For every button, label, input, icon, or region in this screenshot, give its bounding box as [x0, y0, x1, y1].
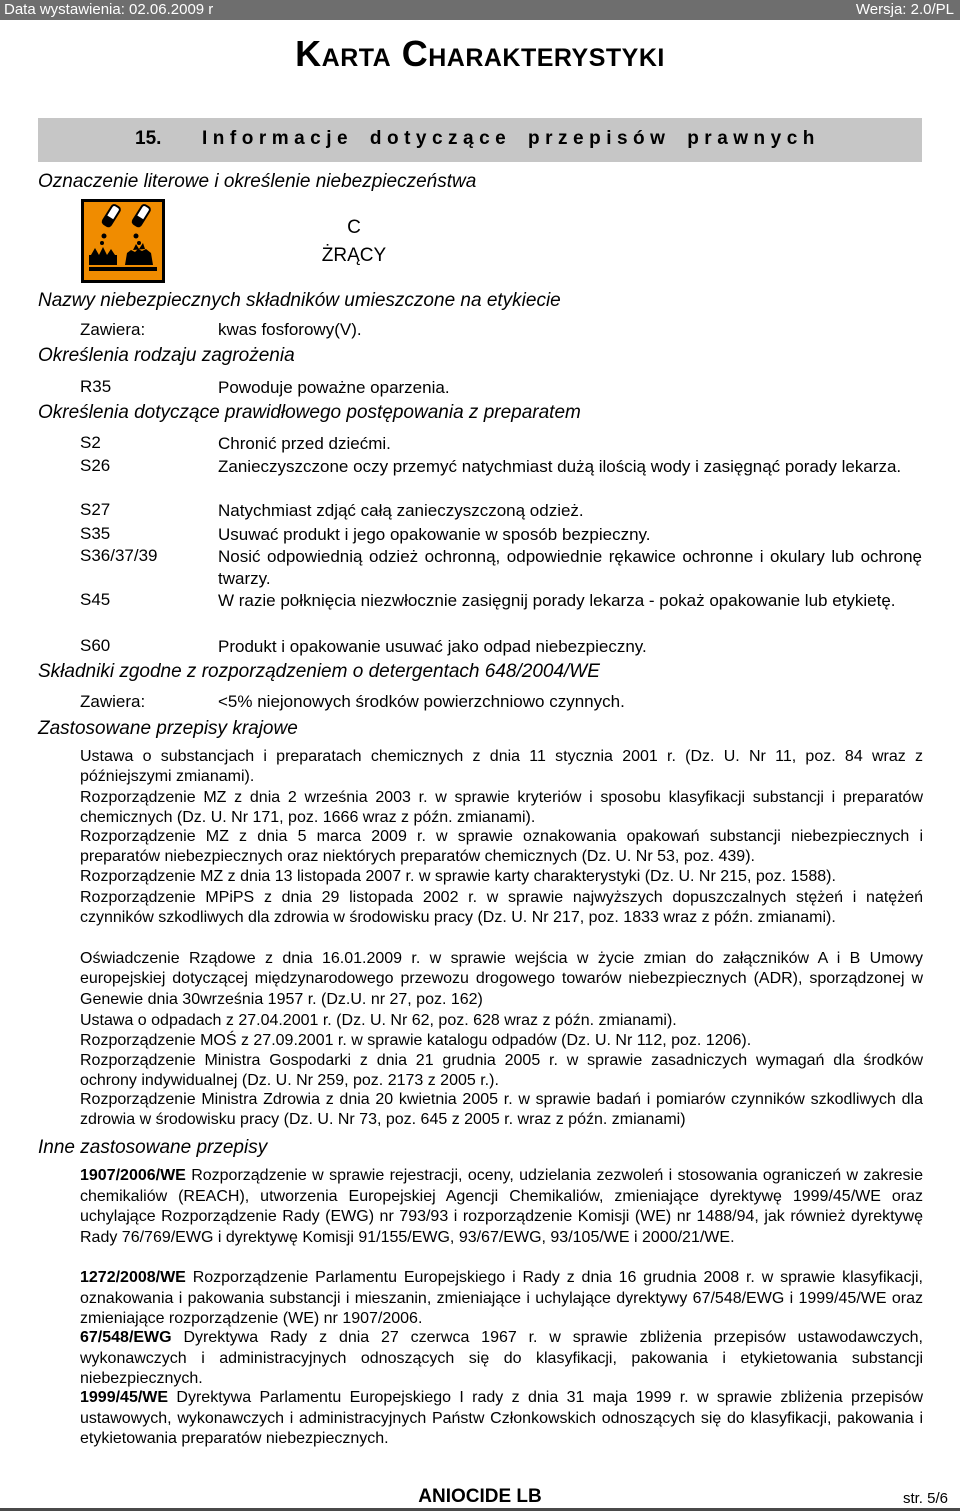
other-regulation — [80, 1388, 923, 1450]
safety-heading: Określenia dotyczące prawidłowego postępowania z preparatem — [38, 402, 581, 423]
detergents-label: Zawiera: — [80, 692, 146, 711]
national-regulation: Rozporządzenie MZ z dnia 5 marca 2009 r. w sprawie oznakowania opakowań substancji niebezpiecznych i preparatów niebezpiecznych oraz niektórych preparatów chemicznych (Dz. U. Nr 53, poz. 439). — [80, 828, 923, 866]
safety-code: S45 — [80, 590, 111, 609]
national-regulation: Ustawa o substancjach i preparatach chemicznych z dnia 11 stycznia 2001 r. (Dz. U. Nr 11, poz. 84 wraz z późniejszymi zmianami). — [80, 748, 923, 786]
risk-code: R35 — [80, 377, 112, 396]
label-components-value: kwas fosforowy(V). — [218, 320, 362, 339]
regulation-text: Dyrektywa Parlamentu Europejskiego I rady z dnia 31 maja 1999 r. w sprawie zbliżenia przepisów ustawowych, wykonawczych i administracyjnych Państw Członkowskich odnoszących się do klasyfikacji, pakowania i etykietowania preparatów niebezpiecznych. — [80, 1389, 923, 1448]
document-title: Karta Charakterystyki — [295, 33, 665, 74]
national-heading: Zastosowane przepisy krajowe — [38, 718, 298, 739]
safety-text: Natychmiast zdjąć całą zanieczyszczoną odzież. — [218, 501, 584, 520]
national-regulation: Rozporządzenie MZ z dnia 2 września 2003 r. w sprawie kryteriów i sposobu klasyfikacji substancji i preparatów chemicznych (Dz. U. Nr 171, poz. 1666 wraz z późn. zmianami). — [80, 789, 923, 827]
regulation-text: Rozporządzenie Parlamentu Europejskiego i Rady z dnia 16 grudnia 2008 r. w sprawie klasyfikacji, oznakowania i pakowania substancji i mieszanin, zmieniające i uchylające dyrektywy 67/548/EWG i 1999/45/WE oraz zmieniające rozporządzenie (WE) nr 1907/2006. — [80, 1269, 923, 1328]
corrosive-icon — [81, 199, 165, 283]
risk-text: Powoduje poważne oparzenia. — [218, 378, 450, 397]
issue-date: Data wystawienia: 02.06.2009 r — [4, 1, 214, 18]
header-bar — [0, 0, 960, 20]
safety-code: S36/37/39 — [80, 546, 158, 565]
safety-text: W razie połknięcia niezwłocznie zasięgnij porady lekarza - pokaż opakowanie lub etykietę. — [218, 591, 896, 610]
safety-text: Nosić odpowiednią odzież ochronną, odpowiednie rękawice ochronne i okulary lub ochronę twarzy. — [218, 547, 922, 588]
national-regulation: Rozporządzenie MPiPS z dnia 29 listopada 2002 r. w sprawie najwyższych dopuszczalnych stężeń i natężeń czynników szkodliwych dla zdrowia w środowisku pracy (Dz. U. Nr 217, poz. 1833 wraz z późn. zmianami). — [80, 889, 923, 927]
label-components-heading: Nazwy niebezpiecznych składników umieszczone na etykiecie — [38, 290, 561, 311]
national-regulation: Rozporządzenie Ministra Zdrowia z dnia 20 kwietnia 2005 r. w sprawie badań i pomiarów czynników szkodliwych dla zdrowia w środowisku pracy (Dz. U. Nr 73, poz. 645 z 2005 r. wraz z późn. zmianami) — [80, 1091, 923, 1129]
section-number: 15. — [135, 128, 162, 149]
regulation-text: Rozporządzenie w sprawie rejestracji, oceny, udzielania zezwoleń i stosowania ograniczeń w zakresie chemikaliów (REACH), utworzenia Europejskiej Agencji Chemikaliów, zmieniające dyrektywę 1999/45/WE oraz uchylające Rozporządzenie Rady (EWG) nr 793/93 i rozporządzenie Komisji (WE) nr 1488/94, jak również dyrektywę Rady 76/769/EWG i dyrektywę Komisji 91/155/EWG, 93/67/EWG, 93/105/WE i 2000/21/WE. — [80, 1167, 923, 1247]
safety-code: S2 — [80, 433, 101, 452]
safety-code: S27 — [80, 500, 111, 519]
regulation-ref: 1272/2008/WE — [80, 1269, 186, 1286]
safety-text: Chronić przed dziećmi. — [218, 434, 391, 453]
section-header — [38, 118, 922, 162]
section-title: Informacje dotyczące przepisów prawnych — [202, 128, 820, 149]
page-number: str. 5/6 — [902, 1490, 948, 1507]
hazard-heading: Oznaczenie literowe i określenie niebezpieczeństwa — [38, 171, 477, 192]
safety-text: Zanieczyszczone oczy przemyć natychmiast dużą ilością wody i zasięgnąć porady lekarza. — [218, 457, 902, 476]
regulation-text: Dyrektywa Rady z dnia 27 czerwca 1967 r. w sprawie zbliżenia przepisów ustawodawczych, wykonawczych i administracyjnych odnoszących się do klasyfikacji, pakowania i etykietowania substancji niebezpiecznych. — [80, 1329, 923, 1388]
risk-heading: Określenia rodzaju zagrożenia — [38, 345, 295, 366]
hazard-word: ŻRĄCY — [321, 245, 387, 266]
national-regulation: Rozporządzenie Ministra Gospodarki z dnia 21 grudnia 2005 r. w sprawie zasadniczych wymagań dla środków ochrony indywidualnej (Dz. U. Nr 259, poz. 2173 z 2005 r.). — [80, 1052, 923, 1090]
national-regulation: Oświadczenie Rządowe z dnia 16.01.2009 r. w sprawie wejścia w życie zmian do załączników A i B Umowy europejskiej dotyczącej międzynarodowego przewozu drogowego towarów niebezpiecznych (ADR), sporządzonej w Genewie dnia 30września 1957 r. (Dz.U. nr 27, poz. 162) — [80, 950, 923, 1008]
product-name: ANIOCIDE LB — [418, 1486, 542, 1507]
safety-code: S60 — [80, 636, 111, 655]
safety-code: S35 — [80, 524, 111, 543]
detergents-value: <5% niejonowych środków powierzchniowo czynnych. — [218, 692, 625, 711]
other-regulation — [80, 1166, 923, 1249]
detergents-heading: Składniki zgodne z rozporządzeniem o detergentach 648/2004/WE — [38, 661, 600, 682]
safety-text: Produkt i opakowanie usuwać jako odpad niebezpieczny. — [218, 637, 647, 656]
national-regulation: Rozporządzenie MOŚ z 27.09.2001 r. w sprawie katalogu odpadów (Dz. U. Nr 112, poz. 1206). — [80, 1032, 752, 1049]
regulation-ref: 67/548/EWG — [80, 1329, 172, 1346]
label-components-label: Zawiera: — [80, 320, 146, 339]
regulation-ref: 1907/2006/WE — [80, 1167, 186, 1184]
version: Wersja: 2.0/PL — [855, 1, 954, 18]
regulation-ref: 1999/45/WE — [80, 1389, 169, 1406]
other-regulation — [80, 1268, 923, 1330]
safety-code: S26 — [80, 456, 111, 475]
other-regulation — [80, 1328, 923, 1390]
hazard-letter: C — [347, 217, 361, 238]
national-regulation: Ustawa o odpadach z 27.04.2001 r. (Dz. U. Nr 62, poz. 628 wraz z późn. zmianami). — [80, 1012, 677, 1029]
hazard-symbol-block — [304, 214, 404, 270]
other-heading: Inne zastosowane przepisy — [38, 1137, 268, 1158]
safety-text: Usuwać produkt i jego opakowanie w sposób bezpieczny. — [218, 525, 651, 544]
national-regulation: Rozporządzenie MZ z dnia 13 listopada 2007 r. w sprawie karty charakterystyki (Dz. U. Nr 215, poz. 1588). — [80, 868, 836, 885]
